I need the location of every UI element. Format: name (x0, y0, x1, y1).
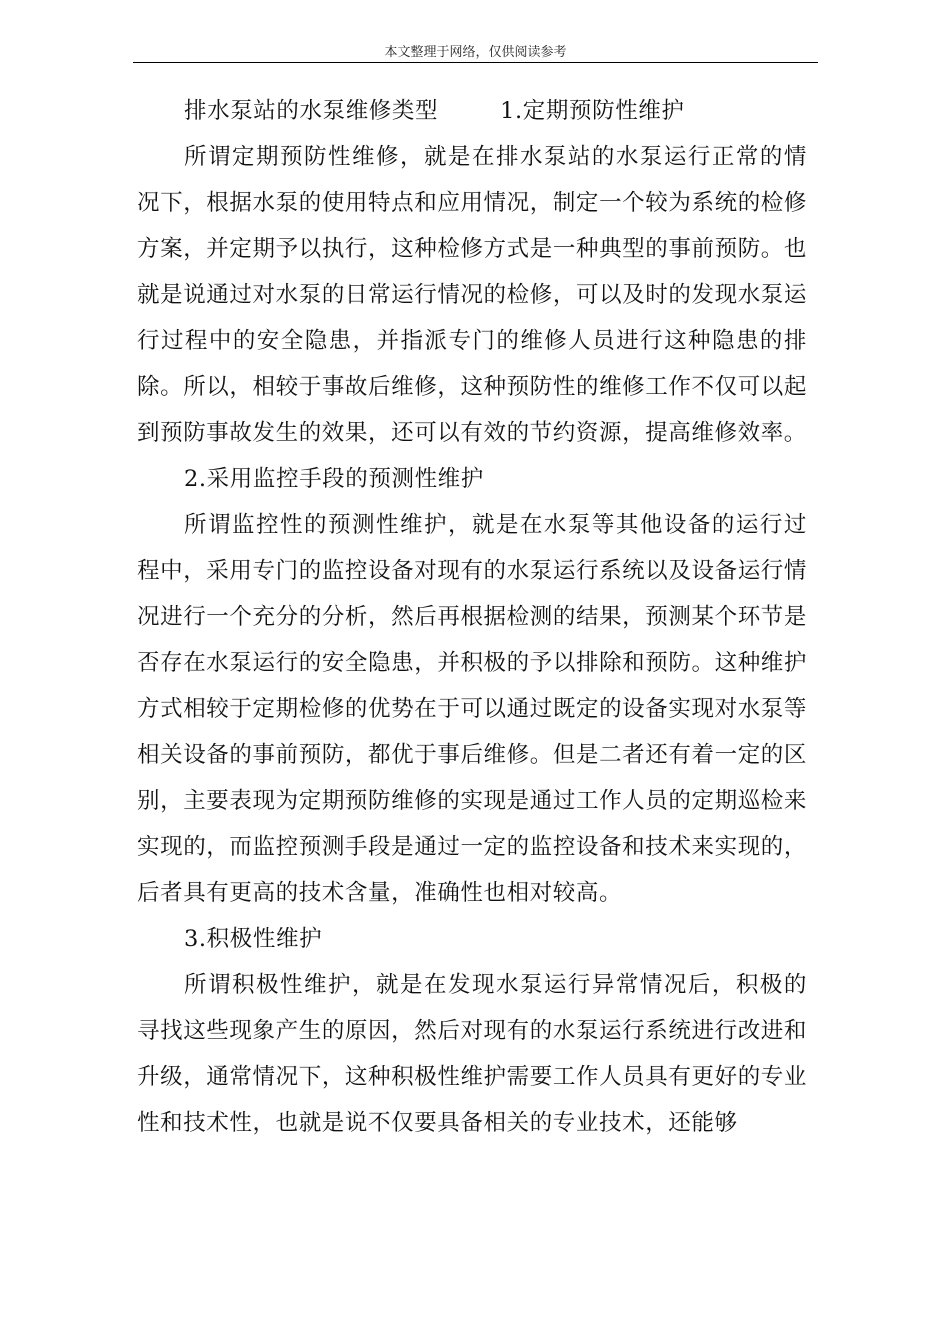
paragraph-2: 所谓监控性的预测性维护，就是在水泵等其他设备的运行过程中，采用专门的监控设备对现有的水泵运行系统以及设备运行情况进行一个充分的分析，然后再根据检测的结果，预测某个环节是否存在水泵运行的安全隐患，并积极的予以排除和预防。这种维护方式相较于定期检修的优势在于可以通过既定的设备实现对水泵等相关设备的事前预防，都优于事后维修。但是二者还有着一定的区别，主要表现为定期预防维修的实现是通过工作人员的定期巡检来实现的，而监控预测手段是通过一定的监控设备和技术来实现的，后者具有更高的技术含量，准确性也相对较高。 (137, 512, 807, 906)
page-header: 本文整理于网络，仅供阅读参考 (384, 45, 567, 60)
header-rule (133, 62, 818, 63)
heading-2: 2.采用监控手段的预测性维护 (184, 466, 484, 492)
document-body (137, 88, 807, 1146)
heading-3: 3.积极性维护 (184, 926, 323, 952)
heading-1: 1.定期预防性维护 (500, 98, 685, 124)
document-title: 排水泵站的水泵维修类型 (184, 98, 439, 124)
paragraph-3: 所谓积极性维护，就是在发现水泵运行异常情况后，积极的寻找这些现象产生的原因，然后对现有的水泵运行系统进行改进和升级，通常情况下，这种积极性维护需要工作人员具有更好的专业性和技术性，也就是说不仅要具备相关的专业技术，还能够 (137, 972, 807, 1136)
title-line (137, 88, 807, 134)
paragraph-1: 所谓定期预防性维修，就是在排水泵站的水泵运行正常的情况下，根据水泵的使用特点和应用情况，制定一个较为系统的检修方案，并定期予以执行，这种检修方式是一种典型的事前预防。也就是说通过对水泵的日常运行情况的检修，可以及时的发现水泵运行过程中的安全隐患，并指派专门的维修人员进行这种隐患的排除。所以，相较于事故后维修，这种预防性的维修工作不仅可以起到预防事故发生的效果，还可以有效的节约资源，提高维修效率。 (137, 144, 807, 446)
